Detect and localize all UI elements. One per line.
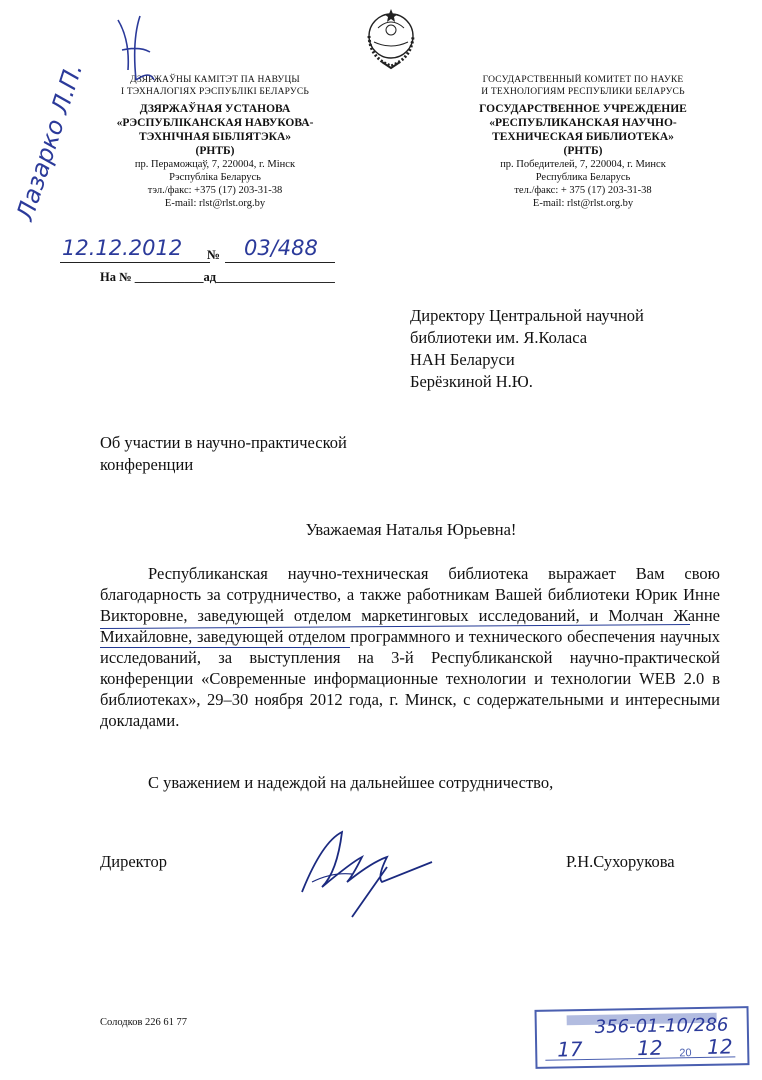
signer-name: Р.Н.Сухорукова [566,852,675,871]
right-address-line4: E-mail: rlst@rlst.org.by [532,198,634,209]
subject-block [100,432,347,476]
addressee-line1: Директору Центральной научной [410,306,644,325]
reg-no-underline [225,262,335,263]
subject-line2: конференции [100,455,194,474]
signer-title: Директор [100,852,167,871]
addressee-block [410,305,644,393]
reg-no-label: № [207,247,221,262]
right-org-line2: «РЕСПУБЛИКАНСКАЯ НАУЧНО- [489,117,677,129]
salutation: Уважаемая Наталья Юрьевна! [305,520,517,539]
right-org-line3: ТЕХНИЧЕСКАЯ БИБЛИОТЕКА» [492,131,674,143]
left-org-line2: «РЭСПУБЛІКАНСКАЯ НАВУКОВА- [116,117,314,129]
right-address-line1: пр. Победителей, 7, 220004, г. Минск [500,159,666,170]
right-address-line2: Республика Беларусь [535,172,631,183]
right-header-line1: ГОСУДАРСТВЕННЫЙ КОМИТЕТ ПО НАУКЕ [482,75,684,85]
left-org-line3: ТЭХНІЧНАЯ БІБЛІЯТЭКА» [138,131,292,143]
stamp-reg-number: 356-01-10/286 [594,1014,729,1038]
left-org-line4: (РНТБ) [195,145,235,157]
body-paragraph: Республиканская научно-техническая библиотека выражает Вам свою благодарность за сотрудничество, а также работникам Вашей библиотеки Юрик Инне Викторовне, заведующей отделом маркетинговых исследований, и Молчан Жанне Михайловне, заведующей отделом программного и технического обеспечения научных исследований, за выступления на 3-й Республиканской научно-практической конференции «Современные информационные технологии и технологии WEB 2.0 в библиотеках», 29–30 ноября 2012 года, г. Минск, с содержательными и интересными докладами. [100,564,720,730]
left-address-line2: Рэспубліка Беларусь [169,172,261,183]
outgoing-number: 03/488 [244,236,318,260]
state-emblem [360,6,422,72]
subject-line1: Об участии в научно-практической [100,433,347,452]
incoming-stamp [535,1006,750,1069]
reg-date-underline [60,262,210,263]
right-address-line3: тел./факс: + 375 (17) 203-31-38 [514,185,652,196]
executor-note: Солодков 226 61 77 [100,1017,188,1028]
closing-line: С уважением и надеждой на дальнейшее сотрудничество, [148,773,554,792]
stamp-day: 17 [556,1037,583,1062]
left-address-line1: пр. Пераможцаў, 7, 220004, г. Мінск [134,159,296,170]
margin-note-handwritten: Лазарко Л.П. [10,59,89,224]
reply-to-line: На № ___________ад___________________ [100,270,335,284]
left-header-line1: ДЗЯРЖАЎНЫ КАМІТЭТ ПА НАВУЦЫ [130,75,300,85]
outgoing-date: 12.12.2012 [62,236,183,260]
stamp-month: 12 [636,1035,663,1061]
addressee-line4: Берёзкиной Н.Ю. [410,372,533,391]
right-header [448,74,718,210]
left-header-line2: І ТЭХНАЛОГІЯХ РЭСПУБЛІКІ БЕЛАРУСЬ [120,87,310,97]
left-address-line4: E-mail: rlst@rlst.org.by [164,198,266,209]
stamp-year: 12 [706,1034,733,1059]
left-org-line1: ДЗЯРЖАЎНАЯ УСТАНОВА [139,103,291,115]
right-header-line2: И ТЕХНОЛОГИЯМ РЕСПУБЛИКИ БЕЛАРУСЬ [481,87,685,97]
addressee-line2: библиотеки им. Я.Коласа [410,328,588,347]
addressee-line3: НАН Беларуси [410,350,515,369]
right-org-line4: (РНТБ) [563,145,603,157]
pen-underline-2 [100,647,350,648]
left-address-line3: тэл./факс: +375 (17) 203-31-38 [147,185,283,196]
right-org-line1: ГОСУДАРСТВЕННОЕ УЧРЕЖДЕНИЕ [479,103,687,115]
handwritten-signature [292,812,442,922]
handwritten-initials-mark [110,10,160,90]
stamp-year-prefix: 20 [679,1047,692,1060]
left-header [80,74,350,210]
